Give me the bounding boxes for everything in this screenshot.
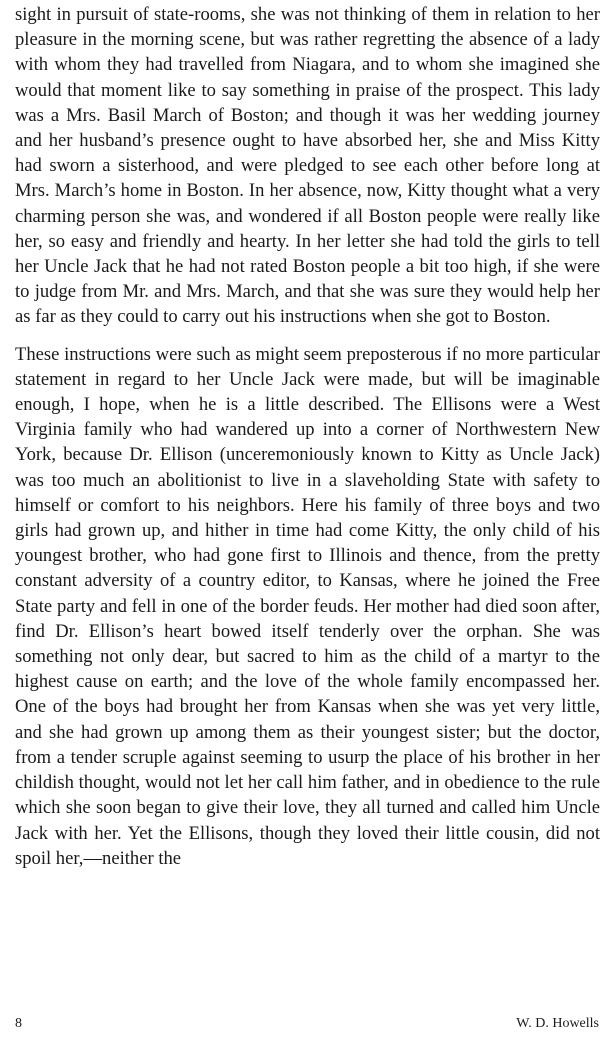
page-footer bbox=[15, 1016, 599, 1032]
author-name: W. D. Howells bbox=[516, 1016, 599, 1031]
page-body bbox=[15, 0, 600, 871]
paragraph-1: sight in pursuit of state-rooms, she was not thinking of them in relation to her pleasure in the morning scene, but was rather regretting the absence of a lady with whom they had travelled from Niagara, and to whom she imagined she would that moment like to say something in praise of the prospect. This lady was a Mrs. Basil March of Boston; and though it was her wedding journey and her husband’s presence ought to have absorbed her, she and Miss Kitty had sworn a sisterhood, and were pledged to see each other before long at Mrs. March’s home in Boston. In her absence, now, Kitty thought what a very charming person she was, and wondered if all Boston people were really like her, so easy and friendly and hearty. In her letter she had told the girls to tell her Uncle Jack that he had not rated Boston people a bit too high, if she were to judge from Mr. and Mrs. March, and that she was sure they would help her as far as they could to carry out his instructions when she got to Boston. bbox=[15, 4, 600, 328]
paragraph-2: These instructions were such as might seem preposterous if no more particular statement in regard to her Uncle Jack were made, but will be imaginable enough, I hope, when he is a little described. The Ellisons were a West Virginia family who had wandered up into a corner of Northwestern New York, because Dr. Ellison (unceremoniously known to Kitty as Uncle Jack) was too much an abolitionist to live in a slaveholding State with safety to himself or comfort to his neighbors. Here his family of three boys and two girls had grown up, and hither in time had come Kitty, the only child of his youngest brother, who had gone first to Illinois and thence, from the pretty constant adversity of a country editor, to Kansas, where he joined the Free State party and fell in one of the border feuds. Her mother had died soon after, find Dr. Ellison’s heart bowed itself tenderly over the orphan. She was something not only dear, but sacred to him as the child of a martyr to the highest cause on earth; and the love of the whole family encompassed her. One of the boys had brought her from Kansas when she was yet very little, and she had grown up among them as their youngest sister; but the doctor, from a tender scruple against seeming to usurp the place of his brother in her childish thought, would not let her call him father, and in obedience to the rule which she soon began to give their love, they all turned and called him Uncle Jack with her. Yet the Ellisons, though they loved their little cousin, did not spoil her,—neither the bbox=[15, 343, 600, 869]
page-number: 8 bbox=[15, 1016, 22, 1031]
